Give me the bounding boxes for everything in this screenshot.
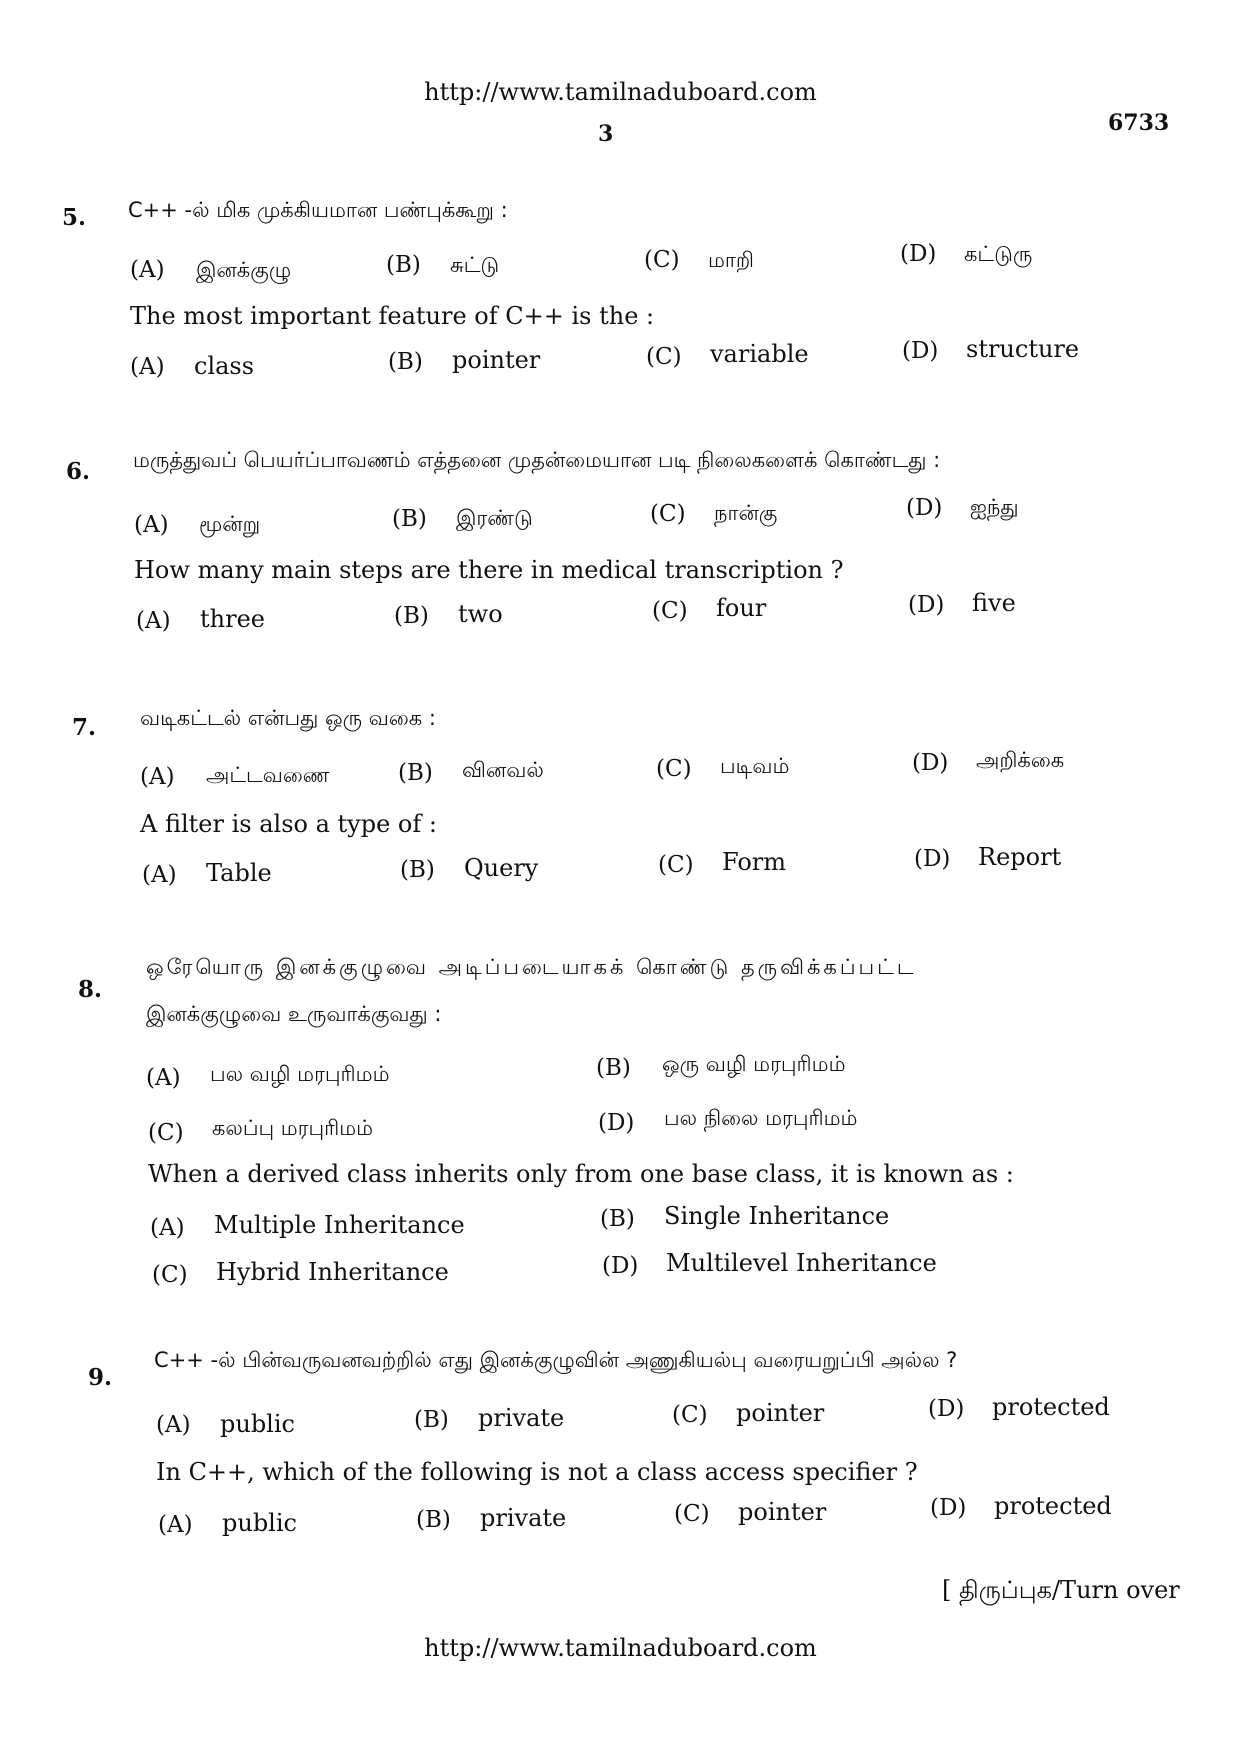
option-letter: (B): [398, 760, 433, 786]
option-letter: (B): [416, 1507, 451, 1533]
question-english-text: When a derived class inherits only from one base class, it is known as :: [148, 1160, 1014, 1188]
option-letter: (D): [930, 1495, 967, 1521]
option-letter: (C): [644, 247, 680, 273]
option-text: பல நிலை மரபுரிமம்: [664, 1106, 858, 1130]
question-number: 7.: [72, 714, 97, 741]
option-letter: (B): [596, 1055, 631, 1081]
option-letter: (D): [912, 750, 949, 776]
option-letter: (C): [656, 756, 692, 782]
option-text: public: [220, 1410, 295, 1438]
option-letter: (C): [674, 1501, 710, 1527]
header-url: http://www.tamilnaduboard.com: [424, 78, 817, 106]
option-letter: (D): [900, 241, 937, 267]
question-tamil-text: C++ -ல் மிக முக்கியமான பண்புக்கூறு :: [128, 198, 508, 222]
option-text: public: [222, 1509, 297, 1537]
option-letter: (D): [598, 1110, 635, 1136]
option-text: கலப்பு மரபுரிமம்: [212, 1116, 374, 1140]
question-tamil-text: மருத்துவப் பெயர்ப்பாவணம் எத்தனை முதன்மையான படி நிலைகளைக் கொண்டது :: [133, 448, 941, 472]
option-text: class: [194, 352, 255, 380]
option-text: variable: [710, 340, 809, 368]
option-letter: (C): [672, 1402, 708, 1428]
option-text: pointer: [738, 1498, 827, 1526]
option-text: pointer: [452, 346, 541, 374]
option-text: கட்டுரு: [964, 242, 1033, 266]
footer-url: http://www.tamilnaduboard.com: [424, 1634, 817, 1662]
option-text: three: [200, 605, 265, 633]
option-letter: (A): [150, 1215, 185, 1241]
option-letter: (D): [602, 1253, 639, 1279]
question-number: 8.: [78, 976, 103, 1003]
option-letter: (A): [136, 608, 171, 634]
option-text: four: [716, 594, 767, 622]
question-english-text: The most important feature of C++ is the :: [130, 302, 655, 330]
option-text: private: [478, 1404, 565, 1432]
question-tamil-text: இனக்குழுவை உருவாக்குவது :: [146, 1002, 442, 1026]
option-text: protected: [992, 1393, 1110, 1421]
option-letter: (A): [156, 1412, 191, 1438]
option-letter: (C): [152, 1262, 188, 1288]
option-letter: (A): [158, 1512, 193, 1538]
option-text: இரண்டு: [456, 506, 533, 530]
option-text: வினவல்: [462, 758, 544, 782]
question-number: 9.: [88, 1364, 113, 1391]
option-letter: (D): [906, 495, 943, 521]
option-letter: (A): [130, 354, 165, 380]
option-text: மூன்று: [199, 512, 261, 536]
option-text: அட்டவணை: [206, 763, 330, 787]
question-tamil-text: ஒரேயொரு இனக்குழுவை அடிப்படையாகக் கொண்டு தருவிக்கப்பட்ட: [146, 955, 917, 979]
paper-code: 6733: [1108, 110, 1170, 136]
option-letter: (C): [148, 1120, 184, 1146]
option-letter: (B): [386, 252, 421, 278]
question-tamil-text: C++ -ல் பின்வருவனவற்றில் எது இனக்குழுவின் அணுகியல்பு வரையறுப்பி அல்ல ?: [154, 1348, 958, 1372]
option-text: மாறி: [708, 248, 754, 272]
question-english-text: In C++, which of the following is not a class access specifier ?: [156, 1458, 918, 1486]
question-number: 5.: [62, 204, 87, 231]
option-text: Query: [464, 854, 539, 882]
option-text: ஒரு வழி மரபுரிமம்: [662, 1052, 846, 1076]
option-text: five: [972, 589, 1016, 617]
option-letter: (A): [140, 764, 175, 790]
option-letter: (A): [130, 257, 165, 283]
option-letter: (C): [646, 344, 682, 370]
option-letter: (B): [400, 857, 435, 883]
option-text: Form: [722, 848, 787, 876]
option-letter: (A): [146, 1065, 181, 1091]
option-text: படிவம்: [720, 754, 790, 778]
option-letter: (D): [928, 1396, 965, 1422]
option-text: ஐந்து: [970, 495, 1019, 519]
option-text: இனக்குழு: [196, 258, 292, 282]
page-number: 3: [598, 121, 614, 147]
option-text: structure: [966, 335, 1080, 363]
option-letter: (D): [914, 846, 951, 872]
option-text: Single Inheritance: [664, 1202, 890, 1230]
option-text: Multilevel Inheritance: [666, 1249, 937, 1277]
option-text: protected: [994, 1492, 1112, 1520]
question-english-text: How many main steps are there in medical transcription ?: [134, 556, 844, 584]
option-letter: (B): [394, 603, 429, 629]
option-text: Hybrid Inheritance: [216, 1258, 449, 1286]
option-text: private: [480, 1504, 567, 1532]
option-letter: (C): [658, 852, 694, 878]
option-letter: (C): [650, 501, 686, 527]
option-letter: (D): [908, 592, 945, 618]
turn-over-note: [ திருப்புக/Turn over: [942, 1576, 1180, 1604]
question-number: 6.: [66, 458, 91, 485]
option-letter: (A): [134, 512, 169, 538]
option-text: சுட்டு: [450, 253, 500, 277]
option-letter: (B): [600, 1206, 635, 1232]
option-text: Multiple Inheritance: [214, 1211, 465, 1239]
option-letter: (D): [902, 338, 939, 364]
option-text: Report: [978, 843, 1062, 871]
question-english-text: A filter is also a type of :: [140, 810, 437, 838]
option-text: அறிக்கை: [976, 748, 1065, 772]
option-text: pointer: [736, 1399, 825, 1427]
option-text: Table: [206, 859, 272, 887]
option-text: நான்கு: [714, 501, 778, 525]
option-letter: (B): [414, 1407, 449, 1433]
option-letter: (B): [388, 349, 423, 375]
question-tamil-text: வடிகட்டல் என்பது ஒரு வகை :: [140, 706, 436, 730]
option-text: பல வழி மரபுரிமம்: [210, 1062, 390, 1086]
option-letter: (A): [142, 862, 177, 888]
option-letter: (B): [392, 506, 427, 532]
option-text: two: [458, 600, 503, 628]
option-letter: (C): [652, 598, 688, 624]
